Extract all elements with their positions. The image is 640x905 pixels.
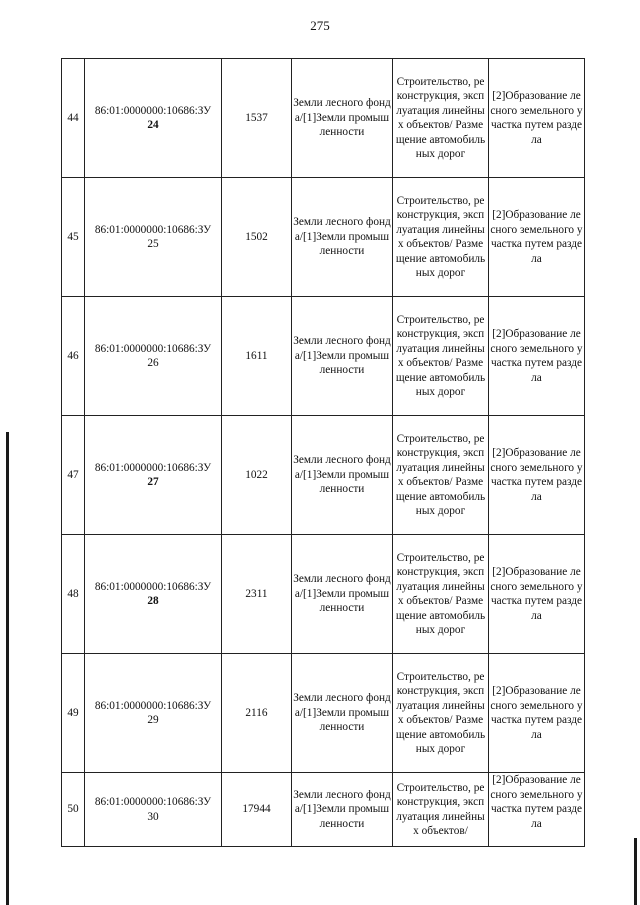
cadastral-suffix: 25 (147, 238, 159, 250)
scan-edge-mark (634, 838, 637, 905)
scan-edge-mark (6, 432, 9, 905)
cadastral-suffix: 29 (147, 714, 159, 726)
permitted-use: Строительство, реконструкция, эксплуатация линейных объектов/ Размещение автомобильных дорог (393, 297, 489, 416)
cadastral-suffix: 28 (147, 595, 159, 607)
cadastral-code: 86:01:0000000:10686:ЗУ (94, 104, 212, 117)
plot-area: 1537 (222, 59, 292, 178)
table-row (62, 178, 585, 297)
plot-area: 1502 (222, 178, 292, 297)
cadastral-suffix: 24 (147, 119, 159, 131)
formation-method: [2]Образование лесного земельного участка путем раздела (489, 654, 585, 773)
land-category: Земли лесного фонда/[1]Земли промышленности (292, 59, 393, 178)
formation-method: [2]Образование лесного земельного участка путем раздела (489, 178, 585, 297)
land-category: Земли лесного фонда/[1]Земли промышленности (292, 178, 393, 297)
cadastral-code: 86:01:0000000:10686:ЗУ (94, 796, 212, 808)
row-number: 47 (62, 416, 85, 535)
permitted-use: Строительство, реконструкция, эксплуатация линейных объектов/ Размещение автомобильных дорог (393, 178, 489, 297)
plot-area: 1611 (222, 297, 292, 416)
plot-area: 17944 (222, 773, 292, 847)
cadastral-number (85, 654, 222, 773)
cadastral-code: 86:01:0000000:10686:ЗУ (94, 342, 212, 355)
formation-method: [2]Образование лесного земельного участка путем раздела (489, 535, 585, 654)
formation-method: [2]Образование лесного земельного участка путем раздела (489, 297, 585, 416)
permitted-use: Строительство, реконструкция, эксплуатация линейных объектов/ Размещение автомобильных дорог (393, 416, 489, 535)
row-number: 45 (62, 178, 85, 297)
cadastral-suffix: 30 (147, 810, 159, 823)
formation-method: [2]Образование лесного земельного участка путем раздела (489, 59, 585, 178)
row-number: 46 (62, 297, 85, 416)
page-number: 275 (310, 18, 330, 33)
row-number: 50 (62, 773, 85, 847)
cadastral-number (85, 535, 222, 654)
cadastral-number (85, 59, 222, 178)
land-category: Земли лесного фонда/[1]Земли промышленности (292, 654, 393, 773)
permitted-use: Строительство, реконструкция, эксплуатация линейных объектов/ Размещение автомобильных дорог (393, 59, 489, 178)
cadastral-number (85, 416, 222, 535)
cadastral-code: 86:01:0000000:10686:ЗУ (94, 223, 212, 236)
table-row (62, 654, 585, 773)
cadastral-code: 86:01:0000000:10686:ЗУ (94, 699, 212, 712)
table-row (62, 535, 585, 654)
cadastral-number (85, 773, 222, 847)
land-plots-table (61, 58, 585, 847)
cadastral-suffix: 27 (147, 476, 159, 488)
row-number: 44 (62, 59, 85, 178)
formation-method: [2]Образование лесного земельного участка путем раздела (489, 416, 585, 535)
table-row (62, 297, 585, 416)
cadastral-code: 86:01:0000000:10686:ЗУ (94, 580, 212, 593)
plot-area: 1022 (222, 416, 292, 535)
formation-method: [2]Образование лесного земельного участка путем раздела (489, 773, 585, 847)
plot-area: 2116 (222, 654, 292, 773)
cadastral-number (85, 297, 222, 416)
cadastral-number (85, 178, 222, 297)
table-row (62, 416, 585, 535)
cadastral-suffix: 26 (147, 357, 159, 369)
permitted-use: Строительство, реконструкция, эксплуатация линейных объектов/ Размещение автомобильных дорог (393, 654, 489, 773)
table-row (62, 59, 585, 178)
row-number: 48 (62, 535, 85, 654)
land-category: Земли лесного фонда/[1]Земли промышленности (292, 416, 393, 535)
land-category: Земли лесного фонда/[1]Земли промышленности (292, 535, 393, 654)
row-number: 49 (62, 654, 85, 773)
table-row (62, 773, 585, 847)
plot-area: 2311 (222, 535, 292, 654)
cadastral-code: 86:01:0000000:10686:ЗУ (94, 461, 212, 474)
permitted-use: Строительство, реконструкция, эксплуатация линейных объектов/ (393, 773, 489, 847)
permitted-use: Строительство, реконструкция, эксплуатация линейных объектов/ Размещение автомобильных дорог (393, 535, 489, 654)
land-category: Земли лесного фонда/[1]Земли промышленности (292, 773, 393, 847)
land-category: Земли лесного фонда/[1]Земли промышленности (292, 297, 393, 416)
